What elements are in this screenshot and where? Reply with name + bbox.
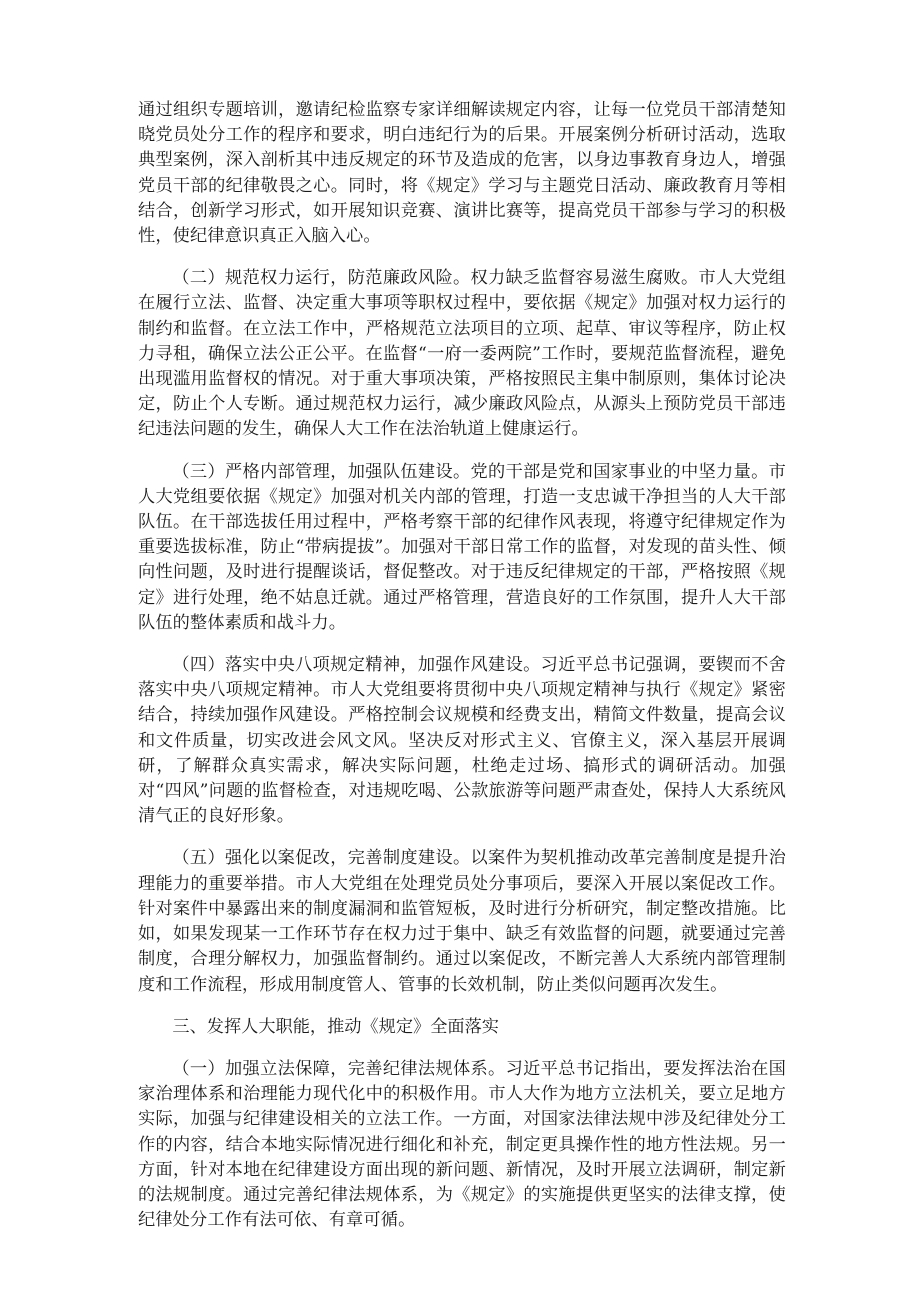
paragraph-legislation: （一）加强立法保障，完善纪律法规体系。习近平总书记指出，要发挥法治在国家治理体系和治理能力现代化中的积极作用。市人大作为地方立法机关，要立足地方实际，加强与纪律建设相关的立法工作。一方面，对国家法律法规中涉及纪律处分工作的内容，结合本地实际情况进行细化和补充，制定更具操作性的地方性法规。另一方面，针对本地在纪律建设方面出现的新问题、新情况，及时开展立法调研，制定新的法规制度。通过完善纪律法规体系，为《规定》的实施提供更坚实的法律支撑，使纪律处分工作有法可依、有章可循。: [138, 1058, 786, 1231]
paragraph-case-reform: （五）强化以案促改，完善制度建设。以案件为契机推动改革完善制度是提升治理能力的重要举措。市人大党组在处理党员处分事项后，要深入开展以案促改工作。针对案件中暴露出来的制度漏洞和监管短板，及时进行分析研究，制定整改措施。比如，如果发现某一工作环节存在权力过于集中、缺乏有效监督的问题，就要通过完善制度，合理分解权力，加强监督制约。通过以案促改，不断完善人大系统内部管理制度和工作流程，形成用制度管人、管事的长效机制，防止类似问题再次发生。: [138, 848, 786, 995]
document-page: [138, 98, 786, 1250]
paragraph-eight-rules: （四）落实中央八项规定精神，加强作风建设。习近平总书记强调，要锲而不舍落实中央八项规定精神。市人大党组要将贯彻中央八项规定精神与执行《规定》紧密结合，持续加强作风建设。严格控制会议规模和经费支出，精简文件数量，提高会议和文件质量，切实改进会风文风。坚决反对形式主义、官僚主义，深入基层开展调研，了解群众真实需求，解决实际问题，杜绝走过场、搞形式的调研活动。加强对“四风”问题的监督检查，对违规吃喝、公款旅游等问题严肃查处，保持人大系统风清气正的良好形象。: [138, 655, 786, 827]
paragraph-training: 通过组织专题培训，邀请纪检监察专家详细解读规定内容，让每一位党员干部清楚知晓党员处分工作的程序和要求，明白违纪行为的后果。开展案例分析研讨活动，选取典型案例，深入剖析其中违反规定的环节及造成的危害，以身边事教育身边人，增强党员干部的纪律敬畏之心。同时，将《规定》学习与主题党日活动、廉政教育月等相结合，创新学习形式，如开展知识竞赛、演讲比赛等，提高党员干部参与学习的积极性，使纪律意识真正入脑入心。: [138, 100, 786, 247]
section-heading: 三、发挥人大职能，推动《规定》全面落实: [172, 1016, 499, 1037]
paragraph-power-regulation: （二）规范权力运行，防范廉政风险。权力缺乏监督容易滋生腐败。市人大党组在履行立法、监督、决定重大事项等职权过程中，要依据《规定》加强对权力运行的制约和监督。在立法工作中，严格规范立法项目的立项、起草、审议等程序，防止权力寻租，确保立法公正公平。在监督“一府一委两院”工作时，要规范监督流程，避免出现滥用监督权的情况。对于重大事项决策，严格按照民主集中制原则，集体讨论决定，防止个人专断。通过规范权力运行，减少廉政风险点，从源头上预防党员干部违纪违法问题的发生，确保人大工作在法治轨道上健康运行。: [138, 268, 786, 440]
paragraph-internal-management: （三）严格内部管理，加强队伍建设。党的干部是党和国家事业的中坚力量。市人大党组要依据《规定》加强对机关内部的管理，打造一支忠诚干净担当的人大干部队伍。在干部选拔任用过程中，严格考察干部的纪律作风表现，将遵守纪律规定作为重要选拔标准，防止“带病提拔”。加强对干部日常工作的监督，对发现的苗头性、倾向性问题，及时进行提醒谈话，督促整改。对于违反纪律规定的干部，严格按照《规定》进行处理，绝不姑息迁就。通过严格管理，营造良好的工作氛围，提升人大干部队伍的整体素质和战斗力。: [138, 461, 786, 633]
